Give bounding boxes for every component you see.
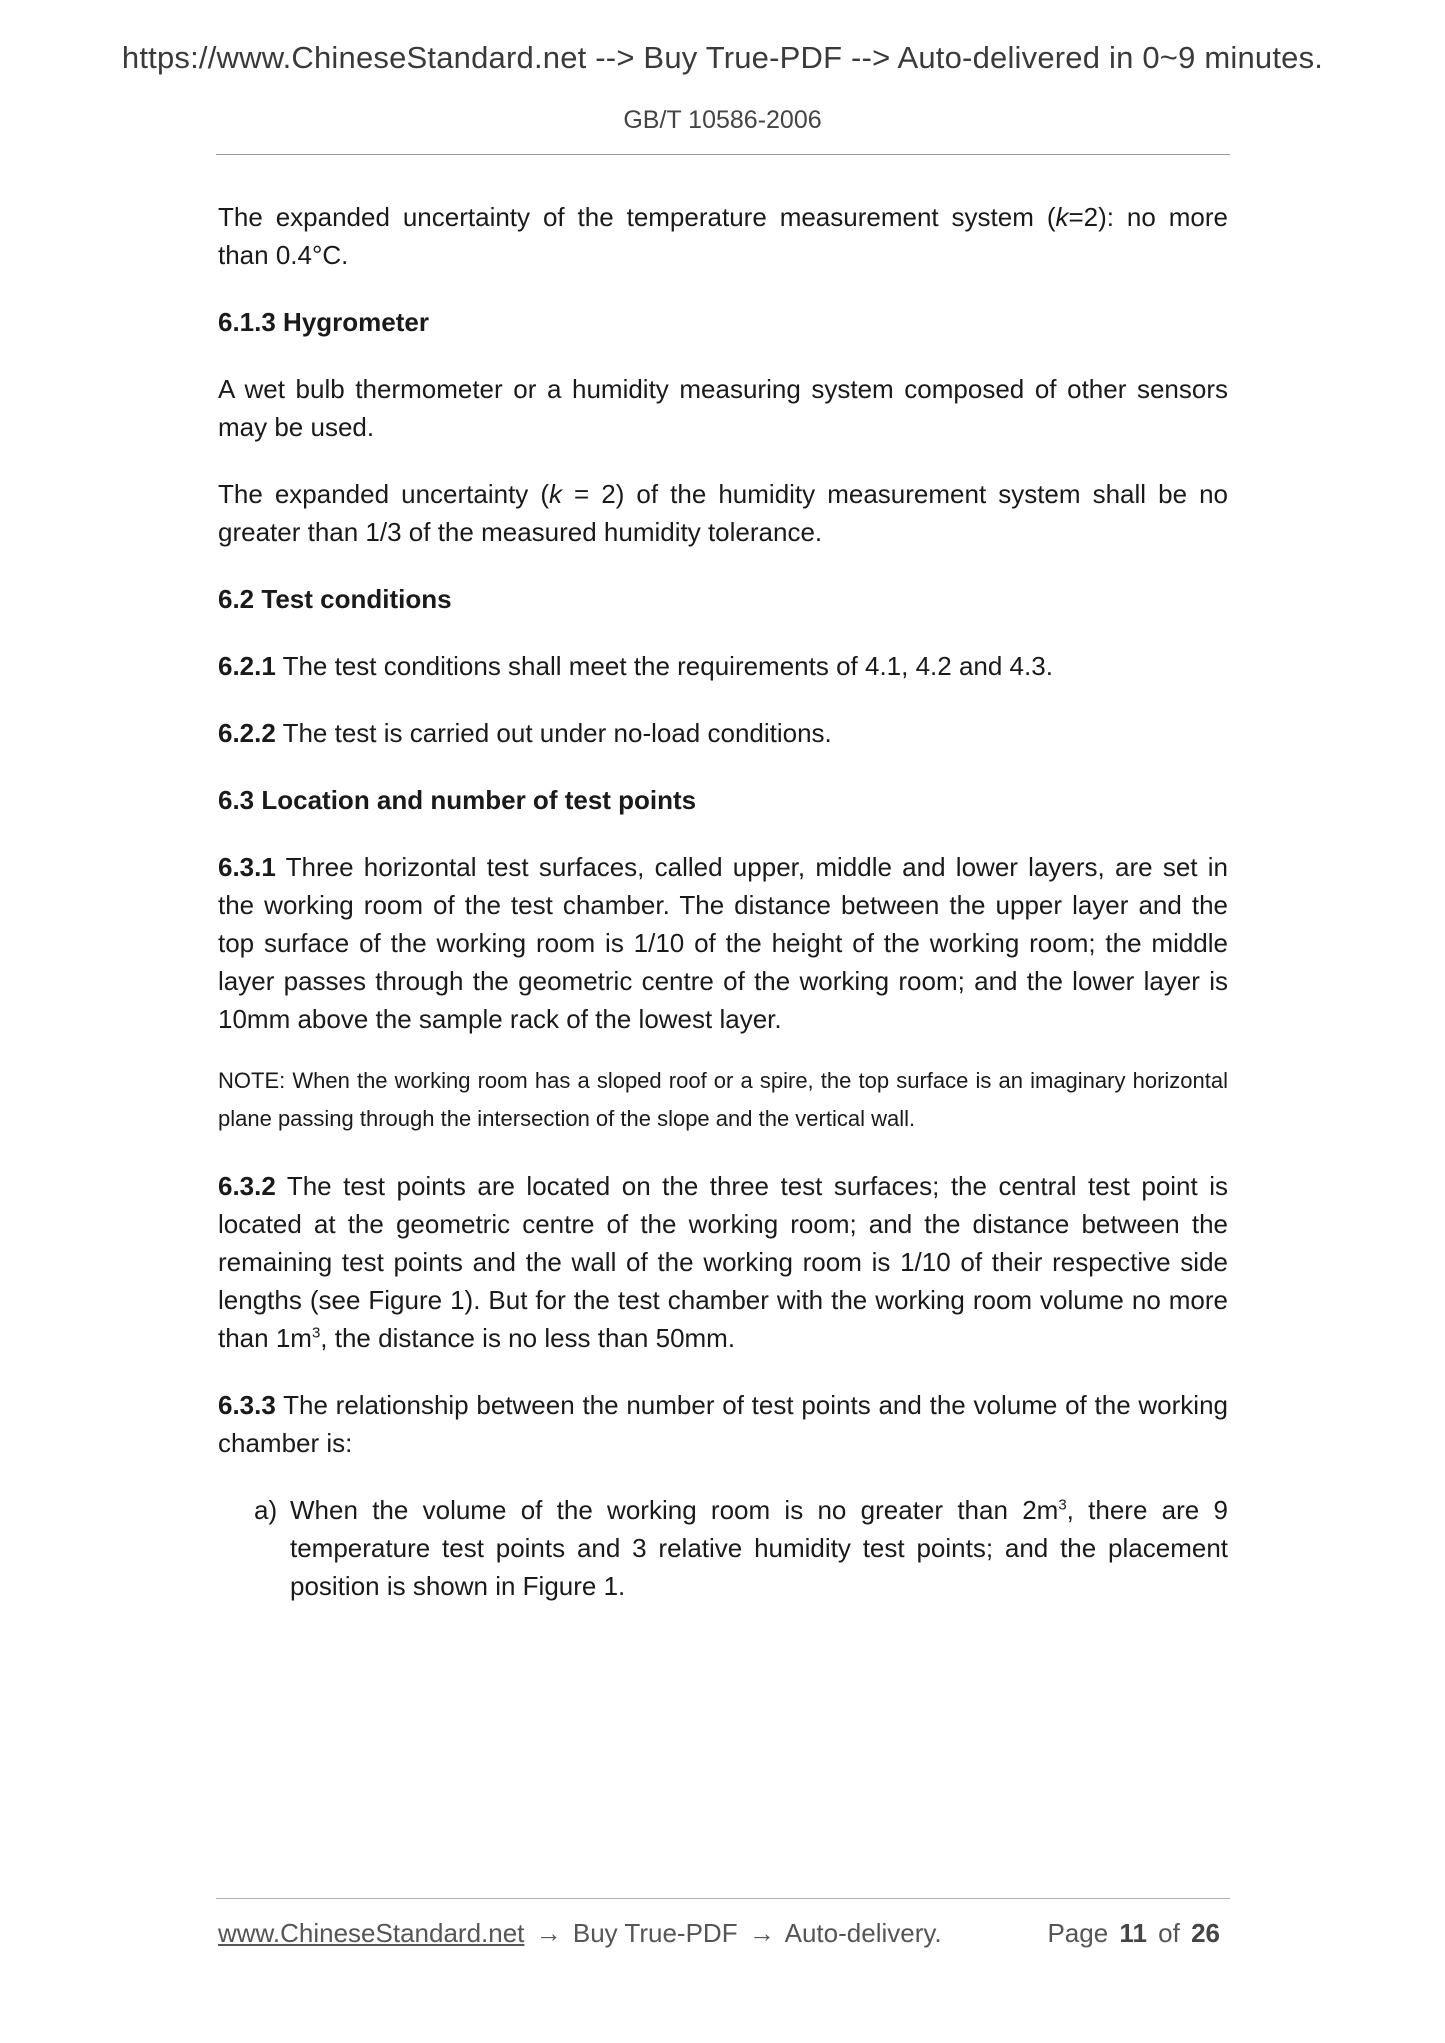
note-sloped-roof: NOTE: When the working room has a sloped roof or a spire, the top surface is an imaginary horizontal plane passing through the intersection of the slope and the vertical wall. (218, 1068, 1228, 1131)
standard-code: GB/T 10586-2006 (623, 106, 822, 134)
heading-6-2: 6.2 Test conditions (218, 584, 452, 614)
document-body (218, 198, 1228, 1605)
clause-number: 6.3.3 (218, 1390, 276, 1420)
clause-number: 6.2.1 (218, 651, 276, 681)
page-counter: Page 11 of 26 (1047, 1918, 1220, 1948)
paragraph-humidity-uncertainty: The expanded uncertainty (k = 2) of the humidity measurement system shall be no greater than 1/3 of the measured humidity tolerance. (218, 479, 1228, 547)
clause-number: 6.3.2 (218, 1171, 276, 1201)
clause-6-3-2: 6.3.2 The test points are located on the three test surfaces; the central test point is located at the geometric centre of the working room; and the distance between the remaining test points and the wall of the working room is 1/10 of their respective side lengths (see Figure 1). But for the test chamber with the working room volume no more than $1m^3$, the distance is no less than 50mm. (218, 1171, 1228, 1353)
top-banner: https://www.ChineseStandard.net --> Buy True-PDF --> Auto-delivered in 0~9 minutes. (121, 40, 1324, 75)
footer-buy-text: Buy True-PDF (572, 1918, 738, 1948)
heading-6-3: 6.3 Location and number of test points (218, 785, 697, 815)
clause-6-2-2: 6.2.2 The test is carried out under no-load conditions. (218, 718, 832, 748)
right-arrow-icon: → (535, 1918, 562, 1948)
clause-number: 6.2.2 (218, 718, 276, 748)
footer-divider (216, 1898, 1230, 1899)
clause-6-2-1: 6.2.1 The test conditions shall meet the requirements of 4.1, 4.2 and 4.3. (218, 651, 1053, 681)
page-total: 26 (1191, 1918, 1220, 1948)
clause-6-3-3: 6.3.3 The relationship between the number of test points and the volume of the working chamber is: (218, 1390, 1228, 1458)
clause-6-3-1: 6.3.1 Three horizontal test surfaces, called upper, middle and lower layers, are set in the working room of the test chamber. The distance between the upper layer and the top surface of the working room is 1/10 of the height of the working room; the middle layer passes through the geometric centre of the working room; and the lower layer is 10mm above the sample rack of the lowest layer. (218, 852, 1228, 1034)
header-divider (216, 154, 1230, 155)
footer-delivery-text: Auto-delivery. (784, 1918, 942, 1948)
page-number: 11 (1119, 1918, 1147, 1948)
footer-promo (218, 1918, 942, 1949)
list-item-a: a) When the volume of the working room is no greater than $2m^3$, there are 9 temperature test points and 3 relative humidity test points; and the placement position is shown in Figure 1. (218, 1491, 1228, 1605)
right-arrow-icon: → (748, 1918, 775, 1948)
list-marker: a) (254, 1495, 278, 1525)
footer-site-link[interactable]: www.ChineseStandard.net (218, 1918, 525, 1948)
paragraph-hygrometer: A wet bulb thermometer or a humidity measuring system composed of other sensors may be used. (218, 374, 1228, 442)
heading-6-1-3: 6.1.3 Hygrometer (218, 307, 429, 337)
paragraph-temperature-uncertainty: The expanded uncertainty of the temperature measurement system (k=2): no more than 0.4°C. (218, 202, 1228, 270)
clause-number: 6.3.1 (218, 852, 276, 882)
